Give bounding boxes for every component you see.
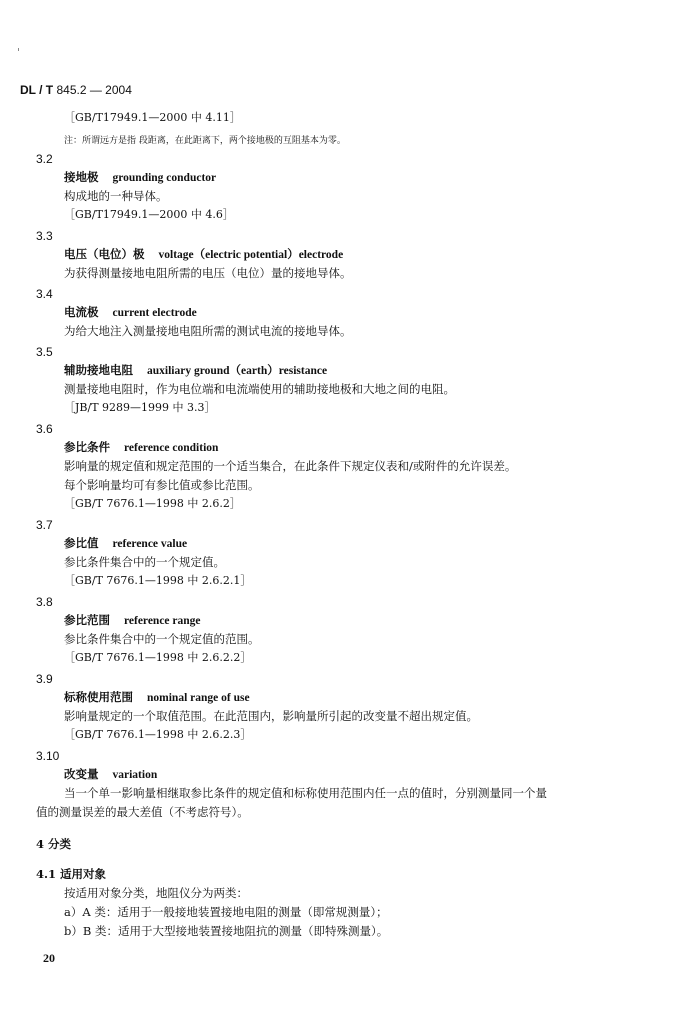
term-heading <box>64 690 250 705</box>
reference-line: ［GB/T17949.1—2000 中 4.11］ <box>64 111 241 124</box>
reference-line: ［GB/T 7676.1—1998 中 2.6.2.3］ <box>64 728 252 741</box>
term-zh: 辅助接地电阻 <box>64 363 133 377</box>
term-en: variation <box>112 769 158 781</box>
term-zh: 接地极 <box>64 170 99 184</box>
definition-line: 当一个单一影响量相继取参比条件的规定值和标称使用范围内任一点的值时，分别测量同一个量 <box>64 786 547 800</box>
section-heading: 4 分类 <box>36 837 72 851</box>
list-item: a）A 类：适用于一般接地装置接地电阻的测量（即常规测量）； <box>64 905 388 919</box>
term-en: reference condition <box>124 442 219 454</box>
definition-line: 构成地的一种导体。 <box>64 189 168 203</box>
definition-line: 参比条件集合中的一个规定值的范围。 <box>64 632 260 646</box>
term-heading <box>64 305 197 320</box>
term-heading <box>64 613 201 628</box>
reference-line: ［GB/T 7676.1—1998 中 2.6.2.1］ <box>64 574 252 587</box>
definition-line: 影响量的规定值和规定范围的一个适当集合，在此条件下规定仪表和/或附件的允许误差。 <box>64 459 517 473</box>
clause-number: 3.2 <box>36 152 53 166</box>
term-en: voltage（electric potential）electrode <box>158 249 344 261</box>
definition-line: 为给大地注入测量接地电阻所需的测试电流的接地导体。 <box>64 324 352 338</box>
body-line: 按适用对象分类，地阻仪分为两类： <box>64 886 248 900</box>
term-en: auxiliary ground（earth）resistance <box>147 365 328 377</box>
term-en: reference value <box>112 538 188 550</box>
reference-line: ［GB/T 7676.1—1998 中 2.6.2.2］ <box>64 651 252 664</box>
standard-number: 845.2 — 2004 <box>56 83 132 97</box>
clause-number: 3.9 <box>36 672 53 686</box>
term-en: current electrode <box>112 307 197 319</box>
list-item: b）B 类：适用于大型接地装置接地阻抗的测量（即特殊测量）。 <box>64 924 389 938</box>
clause-number: 3.3 <box>36 229 53 243</box>
term-zh: 电压（电位）极 <box>64 247 145 261</box>
standard-code: DL / T <box>20 83 54 97</box>
term-zh: 标称使用范围 <box>64 690 133 704</box>
term-en: nominal range of use <box>147 692 250 704</box>
scan-mark <box>18 48 19 51</box>
term-heading <box>64 363 327 378</box>
term-en: reference range <box>124 615 201 627</box>
term-en: grounding conductor <box>112 172 217 184</box>
term-heading <box>64 440 218 455</box>
clause-number: 3.5 <box>36 345 53 359</box>
clause-number: 3.7 <box>36 518 53 532</box>
term-heading <box>64 767 157 782</box>
term-zh: 电流极 <box>64 305 99 319</box>
running-header <box>20 83 132 97</box>
reference-line: ［GB/T17949.1—2000 中 4.6］ <box>64 208 234 221</box>
clause-number: 3.6 <box>36 422 53 436</box>
term-heading <box>64 247 343 262</box>
definition-line: 测量接地电阻时，作为电位端和电流端使用的辅助接地极和大地之间的电阻。 <box>64 382 455 396</box>
definition-line: 参比条件集合中的一个规定值。 <box>64 555 225 569</box>
definition-line: 值的测量误差的最大差值（不考虑符号）。 <box>36 805 249 819</box>
term-zh: 参比条件 <box>64 440 110 454</box>
clause-number: 3.8 <box>36 595 53 609</box>
term-zh: 改变量 <box>64 767 99 781</box>
definition-line: 每个影响量均可有参比值或参比范围。 <box>64 478 260 492</box>
page-number: 20 <box>43 951 55 965</box>
term-heading <box>64 536 187 551</box>
definition-line: 为获得测量接地电阻所需的电压（电位）量的接地导体。 <box>64 266 352 280</box>
reference-line: ［GB/T 7676.1—1998 中 2.6.2］ <box>64 497 241 510</box>
subsection-heading: 4.1 适用对象 <box>36 867 107 881</box>
clause-number: 3.4 <box>36 287 53 301</box>
reference-line: ［JB/T 9289—1999 中 3.3］ <box>64 401 216 414</box>
note-line: 注：所谓远方是指 段距离，在此距离下，两个接地极的互阻基本为零。 <box>64 136 346 146</box>
definition-line: 影响量规定的一个取值范围。在此范围内，影响量所引起的改变量不超出规定值。 <box>64 709 478 723</box>
term-zh: 参比值 <box>64 536 99 550</box>
term-heading <box>64 170 216 185</box>
clause-number: 3.10 <box>36 749 60 763</box>
term-zh: 参比范围 <box>64 613 110 627</box>
